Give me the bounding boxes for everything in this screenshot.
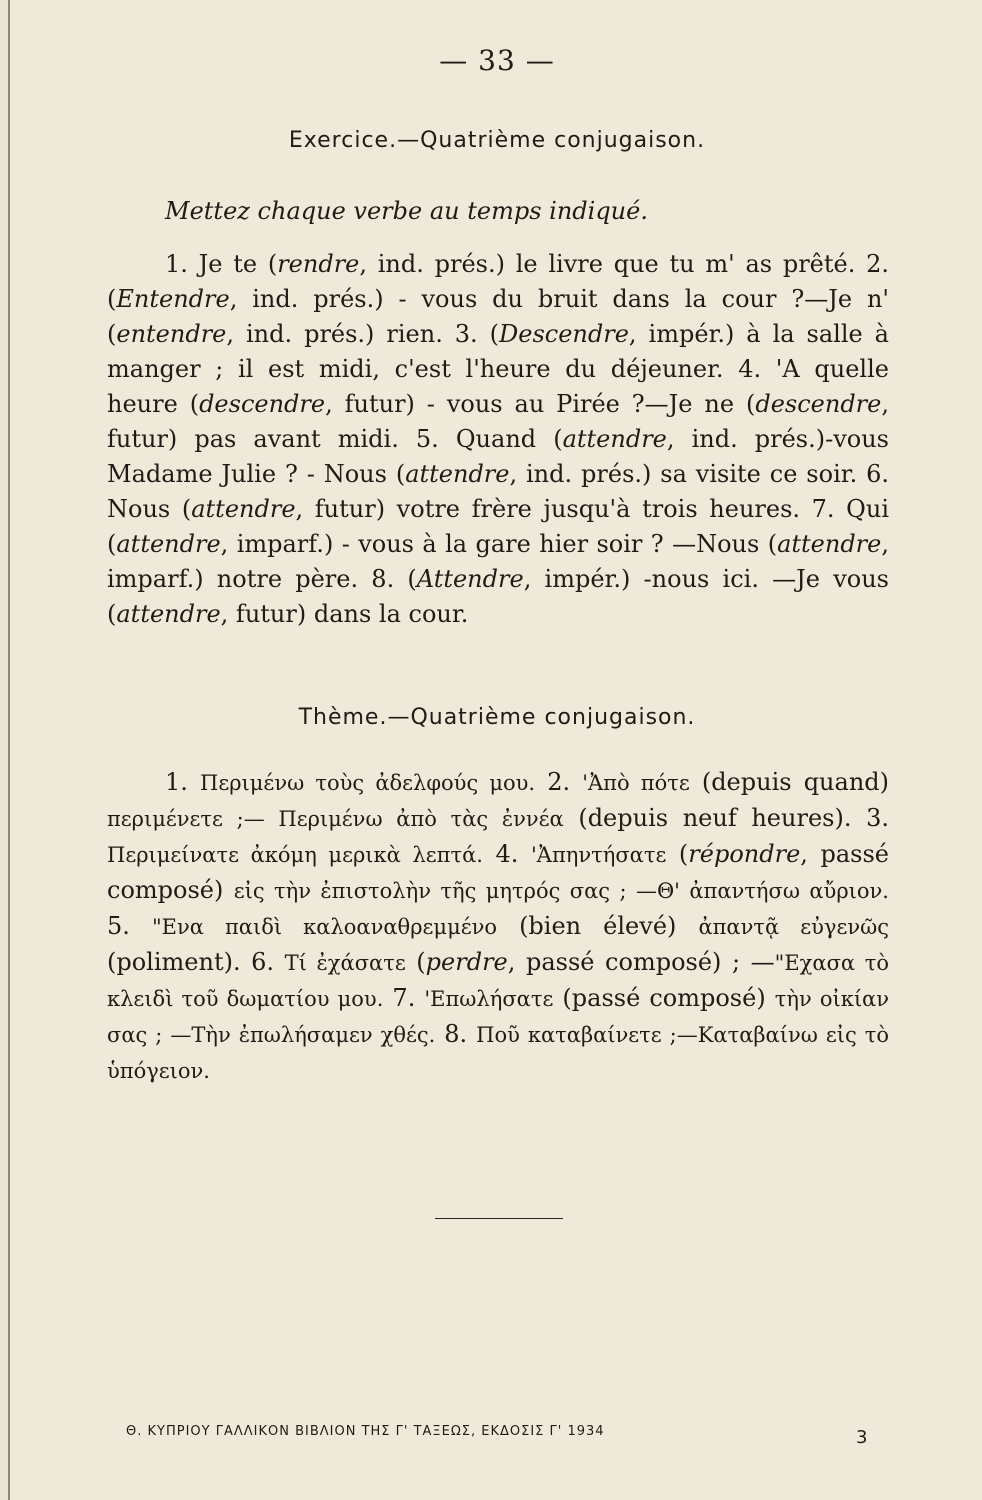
text-segment: , ind. prés.)-vous Madame Julie ? - Nous ( bbox=[107, 425, 889, 488]
greek-text: περιμένετε ;— Περιμένω ἀπὸ τὰς ἐννέα bbox=[107, 807, 564, 831]
verb-infinitive: Attendre bbox=[416, 565, 524, 593]
greek-text: "Εχασα τὸ κλειδὶ τοῦ δωματίου μου. bbox=[107, 951, 889, 1011]
text-segment: , futur) votre frère jusqu'à trois heures. 7. Qui ( bbox=[107, 495, 889, 558]
text-segment: (poliment). 6. bbox=[107, 948, 285, 976]
footer-imprint: Θ. ΚΥΠΡΙΟΥ ΓΑΛΛΙΚΟΝ ΒΙΒΛΙΟΝ ΤΗΣ Γ' ΤΑΞΕΩΣ, ΕΚΔΟΣΙΣ Γ' 1934 bbox=[126, 1424, 605, 1439]
verb-infinitive: entendre bbox=[116, 320, 227, 348]
text-segment: , ind. prés.) sa visite ce soir. 6. Nous ( bbox=[107, 460, 889, 523]
theme-paragraph bbox=[107, 765, 889, 1089]
text-segment: 8. bbox=[435, 1020, 477, 1048]
verb-infinitive: attendre bbox=[191, 495, 296, 523]
greek-text: 'Ἀπὸ πότε bbox=[582, 771, 690, 795]
text-segment: (bien élevé) bbox=[497, 912, 699, 940]
greek-text: εἰς τὴν ἐπιστολὴν τῆς μητρός σας ; —Θ' ἀπαντήσω αὔριον. bbox=[233, 879, 889, 903]
verb-infinitive: descendre bbox=[199, 390, 326, 418]
text-segment: (depuis neuf heures). 3. bbox=[563, 804, 889, 832]
text-segment: , ind. prés.) - vous du bruit dans la cour ?—Je n' ( bbox=[107, 285, 889, 348]
text-segment: 1. bbox=[165, 768, 201, 796]
greek-text: 'Επωλήσατε bbox=[424, 987, 554, 1011]
verb-infinitive: Entendre bbox=[116, 285, 230, 313]
greek-text: τὴν οἰκίαν σας ; —Τὴν ἐπωλήσαμεν χθές. bbox=[107, 987, 890, 1047]
end-rule bbox=[435, 1218, 563, 1219]
verb-infinitive: attendre bbox=[562, 425, 667, 453]
text-segment: 7. bbox=[383, 984, 425, 1012]
verb-infinitive: attendre bbox=[405, 460, 510, 488]
text-segment: (depuis quand) bbox=[689, 768, 889, 796]
text-segment: 1. Je te ( bbox=[165, 250, 278, 278]
verb-infinitive: répondre bbox=[688, 840, 801, 868]
page-number: — 33 — bbox=[439, 44, 555, 77]
text-segment: , passé composé) bbox=[107, 840, 890, 904]
greek-text: Ποῦ καταβαίνετε ;—Καταβαίνω εἰς τὸ ὑπόγειον. bbox=[107, 1023, 889, 1083]
verb-infinitive: rendre bbox=[277, 250, 360, 278]
text-segment: ( bbox=[405, 948, 426, 976]
text-segment: , impér.) -nous ici. —Je vous ( bbox=[107, 565, 889, 628]
exercise-paragraph bbox=[107, 247, 889, 632]
text-segment: , imparf.) notre père. 8. ( bbox=[107, 530, 889, 593]
text-segment: ( bbox=[666, 840, 689, 868]
greek-text: Τί ἐχάσατε bbox=[284, 951, 406, 975]
text-segment: , futur) - vous au Pirée ?—Je ne ( bbox=[325, 390, 756, 418]
text-segment: 2. bbox=[535, 768, 583, 796]
text-segment: (passé composé) bbox=[553, 984, 775, 1012]
text-segment: 4. bbox=[482, 840, 532, 868]
text-segment: , impér.) à la salle à manger ; il est midi, c'est l'heure du déjeuner. 4. 'A quelle heure ( bbox=[107, 320, 889, 418]
signature-mark: 3 bbox=[856, 1427, 868, 1448]
verb-infinitive: descendre bbox=[755, 390, 882, 418]
text-segment: , passé composé) ; — bbox=[507, 948, 775, 976]
greek-text: 'Ἀπηντήσατε bbox=[531, 843, 667, 867]
theme-heading: Thème.—Quatrième conjugaison. bbox=[298, 705, 696, 730]
text-segment: , futur) dans la cour. bbox=[220, 600, 469, 628]
text-segment: , ind. prés.) le livre que tu m' as prêté. 2. ( bbox=[107, 250, 889, 313]
verb-infinitive: perdre bbox=[425, 948, 508, 976]
greek-text: Περιμείνατε ἀκόμη μερικὰ λεπτά. bbox=[107, 843, 483, 867]
verb-infinitive: Descendre bbox=[499, 320, 629, 348]
exercise-heading: Exercice.—Quatrième conjugaison. bbox=[288, 128, 706, 153]
text-segment: , imparf.) - vous à la gare hier soir ? —Nous ( bbox=[220, 530, 778, 558]
text-segment: , ind. prés.) rien. 3. ( bbox=[226, 320, 500, 348]
text-segment: , futur) pas avant midi. 5. Quand ( bbox=[107, 390, 889, 453]
verb-infinitive: attendre bbox=[116, 530, 221, 558]
book-page bbox=[8, 0, 982, 1500]
verb-infinitive: attendre bbox=[777, 530, 882, 558]
verb-infinitive: attendre bbox=[116, 600, 221, 628]
greek-text: ἀπαντᾷ εὐγενῶς bbox=[698, 915, 889, 939]
exercise-instruction: Mettez chaque verbe au temps indiqué. bbox=[165, 197, 648, 225]
greek-text: Περιμένω τοὺς ἀδελφούς μου. bbox=[200, 771, 536, 795]
text-segment: 5. bbox=[107, 912, 152, 940]
greek-text: "Ενα παιδὶ καλοαναθρεμμένο bbox=[151, 915, 498, 939]
